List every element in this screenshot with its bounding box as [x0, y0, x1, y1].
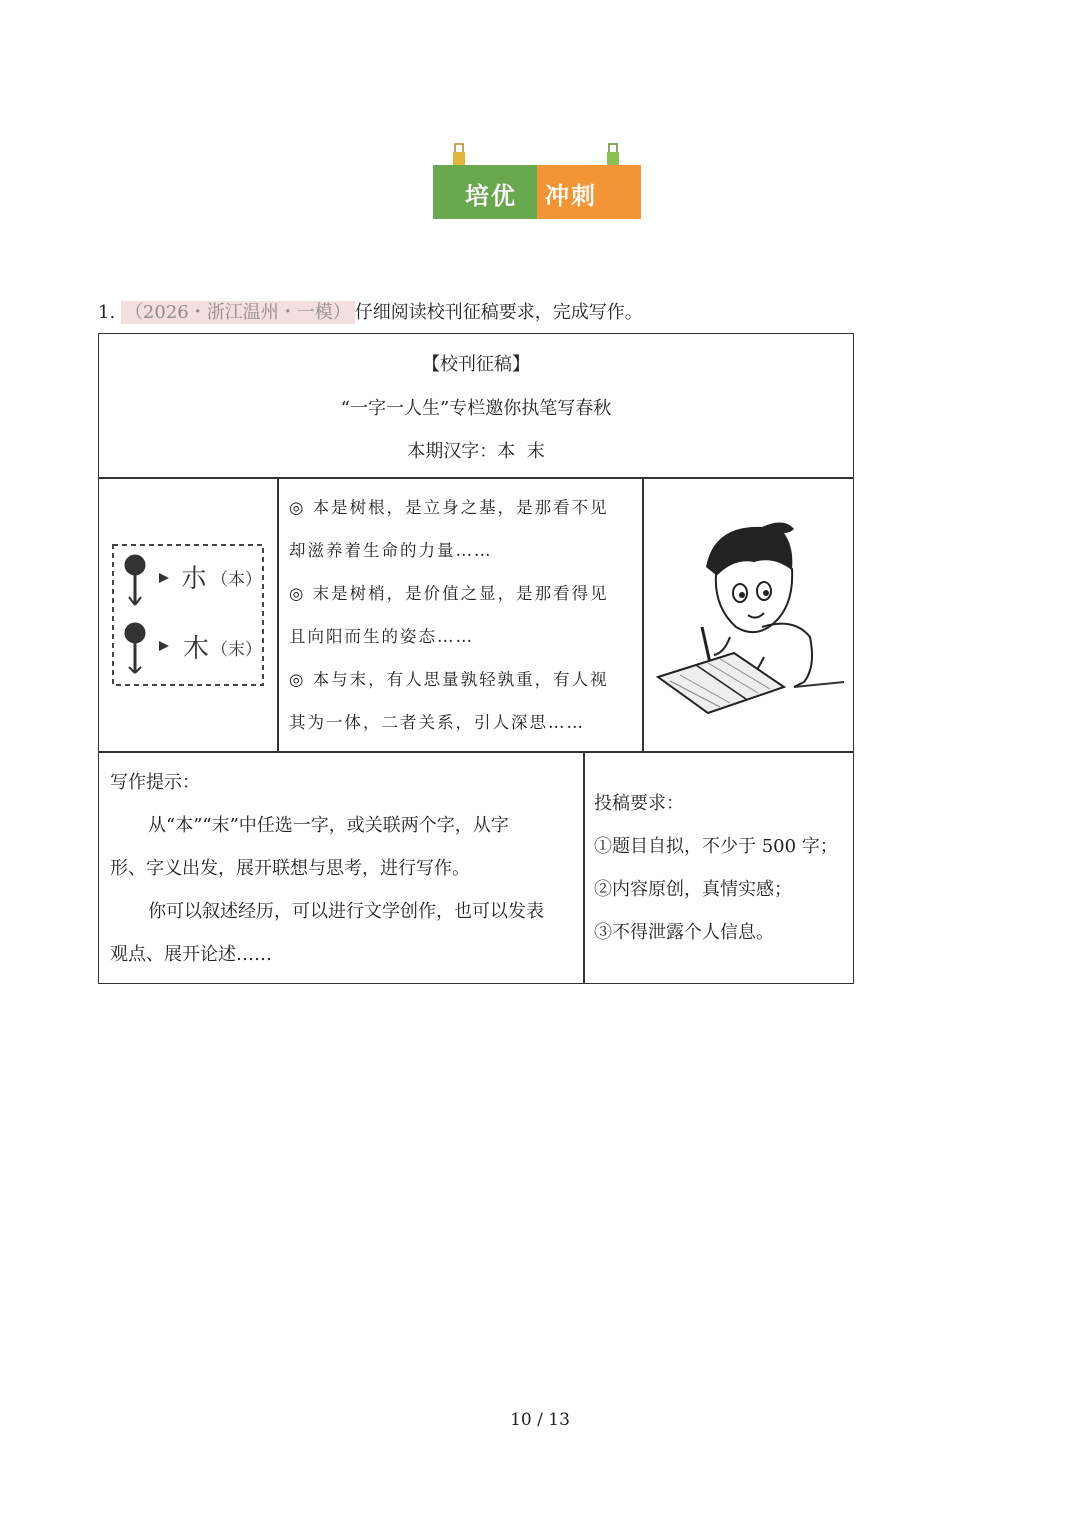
banner-right-text: 冲刺 — [545, 182, 597, 210]
submission-requirements-cell — [594, 782, 852, 972]
arrow-icon — [159, 641, 169, 651]
hint-line: 形、字义出发，展开联想与思考，进行写作。 — [110, 858, 470, 879]
hint-line: 观点、展开论述…… — [110, 944, 272, 965]
boy-writing-illustration — [644, 477, 853, 751]
question-source: （2026・浙江温州・一模） — [121, 301, 355, 324]
tree-icon — [125, 555, 145, 605]
arrow-icon — [159, 573, 169, 583]
intro-line: ◎ 末是树梢，是价值之显，是那看得见 — [289, 584, 609, 603]
writing-task-table — [98, 333, 854, 984]
binder-clip-icon — [451, 142, 467, 166]
intro-line: 其为一体，二者关系，引人深思…… — [289, 713, 585, 732]
page-number: 10 / 13 — [510, 1410, 570, 1430]
banner-left-text: 培优 — [465, 182, 517, 210]
binder-clip-icon — [605, 142, 621, 166]
intro-line: ◎ 本是树根，是立身之基，是那看不见 — [289, 498, 609, 517]
intro-line: 却滋养着生命的力量…… — [289, 541, 493, 560]
hint-heading: 写作提示： — [110, 772, 200, 793]
header-chars: 本期汉字：本 末 — [407, 441, 545, 462]
requirement-item: ③不得泄露个人信息。 — [594, 922, 774, 943]
question-number: 1. — [98, 302, 116, 323]
svg-text:木: 木 — [183, 634, 210, 664]
glyph-evolution-illustration — [99, 477, 277, 751]
header-cell — [99, 334, 853, 477]
glyph-evolution-cell — [99, 477, 277, 751]
intro-line: 且向阳而生的姿态…… — [289, 627, 474, 646]
writing-hint-cell — [110, 761, 580, 981]
illustration-cell — [644, 477, 853, 751]
intro-line: ◎ 本与末，有人思量孰轻孰重，有人视 — [289, 670, 609, 689]
glyph-mo-label: （末） — [211, 640, 262, 660]
question-line — [98, 298, 643, 324]
glyph-ben-label: （本） — [211, 570, 262, 590]
requirement-item: ①题目自拟，不少于 500 字； — [594, 836, 838, 857]
requirements-heading: 投稿要求： — [594, 793, 684, 814]
hint-line: 从“本”“末”中任选一字，或关联两个字，从字 — [148, 815, 509, 836]
intro-text-cell — [289, 486, 639, 750]
requirement-item: ②内容原创，真情实感； — [594, 879, 792, 900]
hint-line: 你可以叙述经历，可以进行文学创作，也可以发表 — [148, 901, 544, 922]
header-subtitle: “一字一人生”专栏邀你执笔写春秋 — [340, 398, 612, 419]
svg-text:朩: 朩 — [181, 564, 208, 594]
header-title: 【校刊征稿】 — [422, 354, 530, 375]
question-prompt: 仔细阅读校刊征稿要求，完成写作。 — [354, 302, 643, 323]
section-banner — [433, 142, 641, 222]
tree-icon — [125, 623, 145, 673]
